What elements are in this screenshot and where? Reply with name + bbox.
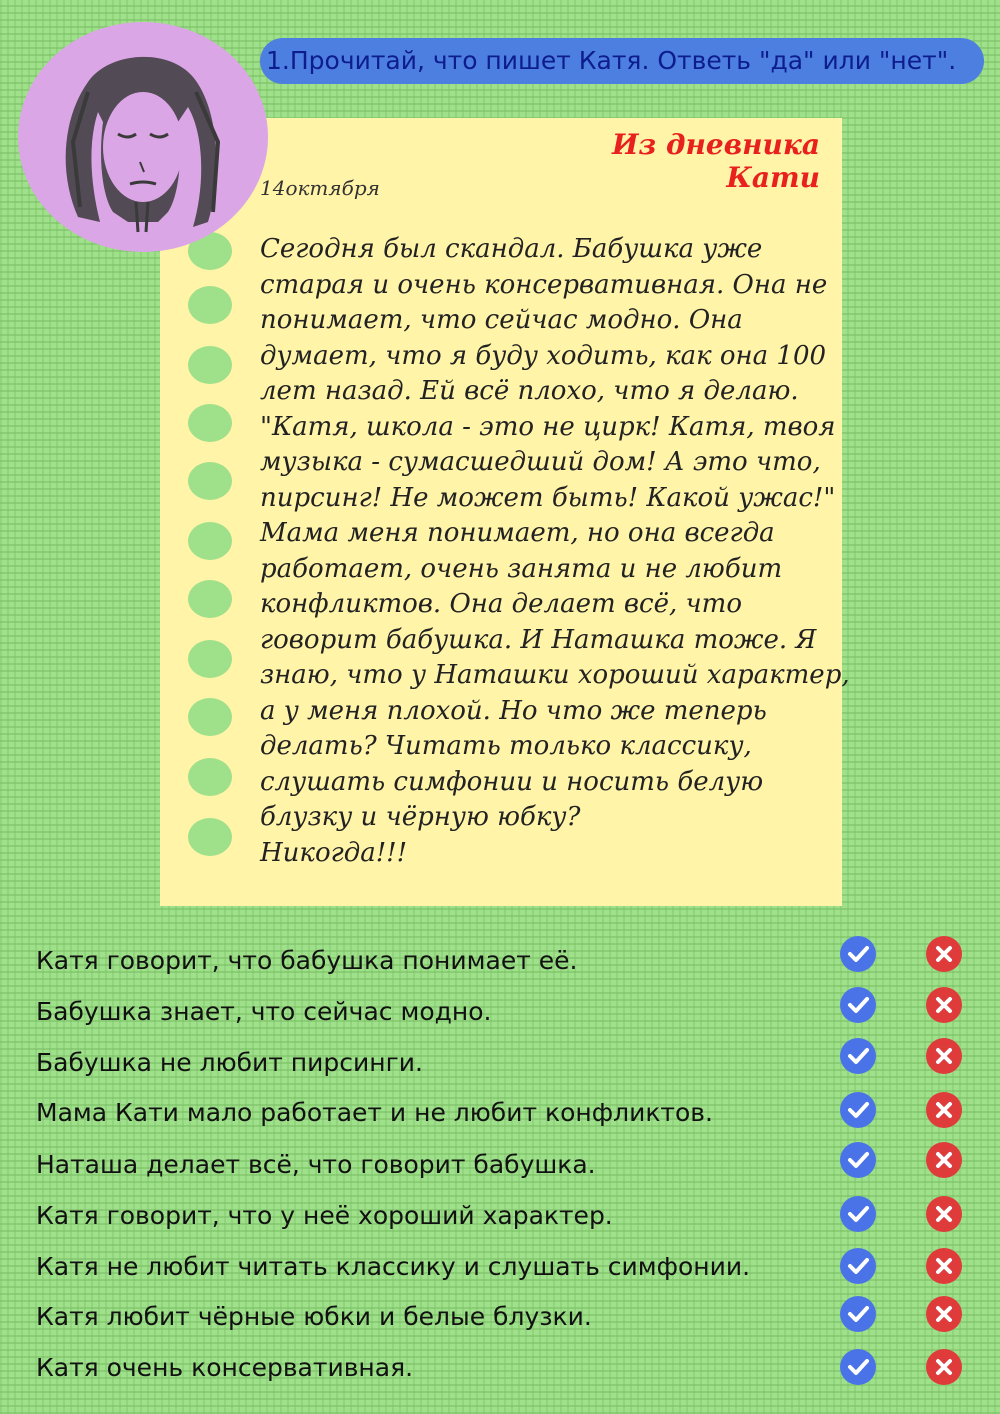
notebook-hole: [188, 698, 232, 736]
statement-3: Бабушка не любит пирсинги.: [36, 1048, 423, 1077]
check-icon: [840, 936, 876, 972]
diary-line: а у меня плохой. Но что же теперь: [260, 695, 767, 726]
diary-text: [260, 232, 850, 871]
cross-icon: [926, 936, 962, 972]
task-instruction: 1.Прочитай, что пишет Катя. Ответь "да" или "нет".: [260, 38, 984, 84]
diary-line: говорит бабушка. И Наташка тоже. Я: [260, 624, 817, 655]
cross-icon: [926, 1038, 962, 1074]
no-button-4[interactable]: [926, 1092, 962, 1128]
check-icon: [840, 1038, 876, 1074]
cross-icon: [926, 1296, 962, 1332]
yes-button-7[interactable]: [840, 1248, 876, 1284]
check-icon: [840, 1092, 876, 1128]
check-icon: [840, 1349, 876, 1385]
diary-line: пирсинг! Не может быть! Какой ужас!": [260, 482, 836, 513]
no-button-6[interactable]: [926, 1196, 962, 1232]
yes-button-6[interactable]: [840, 1196, 876, 1232]
check-icon: [840, 1296, 876, 1332]
yes-button-8[interactable]: [840, 1296, 876, 1332]
avatar: [18, 22, 268, 252]
diary-line: "Катя, школа - это не цирк! Катя, твоя: [260, 411, 836, 442]
statement-9: Катя очень консервативная.: [36, 1353, 414, 1382]
notebook-hole: [188, 758, 232, 796]
diary-line: старая и очень консервативная. Она не: [260, 269, 828, 300]
diary-line: блузку и чёрную юбку?: [260, 802, 581, 832]
check-icon: [840, 1142, 876, 1178]
notebook-hole: [188, 346, 232, 384]
no-button-9[interactable]: [926, 1349, 962, 1385]
notebook-hole: [188, 522, 232, 560]
cross-icon: [926, 987, 962, 1023]
cross-icon: [926, 1248, 962, 1284]
check-icon: [840, 1248, 876, 1284]
diary-line: Никогда!!!: [260, 837, 408, 868]
diary-line: Сегодня был скандал. Бабушка уже: [260, 234, 763, 264]
notebook-hole: [188, 404, 232, 442]
note-title: Из дневника Кати: [611, 128, 820, 194]
statement-6: Катя говорит, что у неё хороший характер.: [36, 1201, 613, 1230]
diary-line: конфликтов. Она делает всё, что: [260, 589, 742, 619]
no-button-1[interactable]: [926, 936, 962, 972]
yes-button-4[interactable]: [840, 1092, 876, 1128]
no-button-3[interactable]: [926, 1038, 962, 1074]
yes-button-3[interactable]: [840, 1038, 876, 1074]
no-button-8[interactable]: [926, 1296, 962, 1332]
check-icon: [840, 987, 876, 1023]
check-icon: [840, 1196, 876, 1232]
statement-1: Катя говорит, что бабушка понимает её.: [36, 946, 578, 975]
diary-line: лет назад. Ей всё плохо, что я делаю.: [260, 376, 799, 406]
diary-line: знаю, что у Наташки хороший характер,: [260, 660, 850, 690]
yes-button-9[interactable]: [840, 1349, 876, 1385]
notebook-hole: [188, 640, 232, 678]
yes-button-2[interactable]: [840, 987, 876, 1023]
no-button-2[interactable]: [926, 987, 962, 1023]
diary-line: понимает, что сейчас модно. Она: [260, 305, 743, 335]
statement-2: Бабушка знает, что сейчас модно.: [36, 997, 492, 1026]
notebook-hole: [188, 462, 232, 500]
yes-button-1[interactable]: [840, 936, 876, 972]
statement-5: Наташа делает всё, что говорит бабушка.: [36, 1150, 596, 1179]
no-button-5[interactable]: [926, 1142, 962, 1178]
statement-7: Катя не любит читать классику и слушать симфонии.: [36, 1252, 751, 1281]
cross-icon: [926, 1092, 962, 1128]
yes-button-5[interactable]: [840, 1142, 876, 1178]
diary-line: слушать симфонии и носить белую: [260, 766, 764, 797]
girl-face-icon: [18, 22, 268, 252]
diary-line: Мама меня понимает, но она всегда: [260, 518, 775, 548]
no-button-7[interactable]: [926, 1248, 962, 1284]
statement-4: Мама Кати мало работает и не любит конфликтов.: [36, 1098, 713, 1127]
cross-icon: [926, 1349, 962, 1385]
cross-icon: [926, 1142, 962, 1178]
statement-8: Катя любит чёрные юбки и белые блузки.: [36, 1302, 592, 1331]
notebook-hole: [188, 818, 232, 856]
diary-line: думает, что я буду ходить, как она 100: [260, 340, 827, 371]
notebook-hole: [188, 286, 232, 324]
diary-line: делать? Читать только классику,: [260, 731, 752, 761]
cross-icon: [926, 1196, 962, 1232]
notebook-hole: [188, 580, 232, 618]
diary-line: музыка - сумасшедший дом! А это что,: [260, 447, 821, 477]
diary-line: работает, очень занята и не любит: [260, 553, 783, 584]
note-date: 14октября: [260, 176, 380, 200]
